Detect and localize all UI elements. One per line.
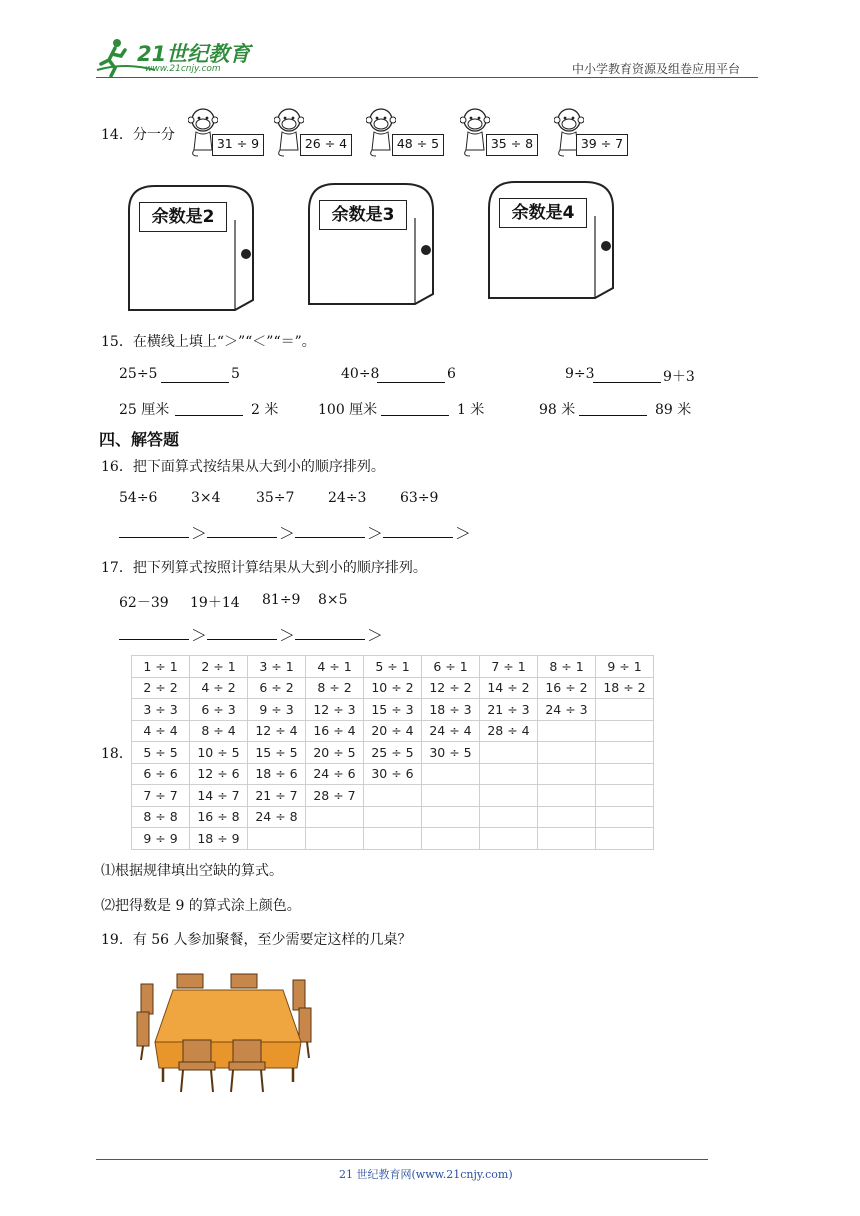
monkey-card-4 [460, 106, 534, 162]
q15-r1-f: 9＋3 [663, 369, 695, 385]
q17-title [101, 557, 427, 577]
table-cell-blank[interactable] [364, 828, 422, 850]
table-cell-blank[interactable] [422, 763, 480, 785]
table-row [132, 677, 654, 699]
q16-expr: 63÷9 [400, 490, 439, 506]
footer-text: 21 世纪教育网(www.21cnjy.com) [339, 1168, 513, 1181]
q15-blank[interactable] [593, 366, 661, 383]
table-cell: 2 ÷ 2 [132, 677, 190, 699]
table-cell: 24 ÷ 6 [306, 763, 364, 785]
table-cell: 15 ÷ 5 [248, 742, 306, 764]
q15-blank[interactable] [377, 366, 445, 383]
q19-number: 19． [101, 932, 133, 948]
table-cell: 12 ÷ 4 [248, 720, 306, 742]
table-cell-blank[interactable] [538, 806, 596, 828]
table-cell-blank[interactable] [306, 806, 364, 828]
monkey-card-5 [554, 106, 624, 162]
q17-gt: ＞ [279, 626, 296, 645]
table-cell: 9 ÷ 9 [132, 828, 190, 850]
table-cell-blank[interactable] [596, 699, 654, 721]
q15-text: 在横线上填上“＞”“＜”“＝”。 [132, 334, 316, 350]
q18-sub1: ⑴根据规律填出空缺的算式。 [101, 863, 283, 879]
q16-number: 16． [101, 459, 133, 475]
table-cell: 28 ÷ 7 [306, 785, 364, 807]
table-row [132, 699, 654, 721]
q19-title [101, 929, 412, 949]
header-right-text: 中小学教育资源及组卷应用平台 [572, 62, 741, 76]
table-cell: 30 ÷ 6 [364, 763, 422, 785]
q15-r2-c: 100 厘米 [318, 402, 378, 418]
table-cell: 24 ÷ 3 [538, 699, 596, 721]
table-row [132, 720, 654, 742]
footer-rule [96, 1159, 708, 1160]
q16-text: 把下面算式按结果从大到小的顺序排列。 [132, 459, 385, 475]
logo-url-text: www.21cnjy.com [145, 64, 221, 74]
q16-gt: ＞ [191, 524, 208, 543]
table-cell-blank[interactable] [364, 785, 422, 807]
q17-expr: 81÷9 [262, 592, 301, 608]
table-cell: 8 ÷ 2 [306, 677, 364, 699]
table-cell-blank[interactable] [538, 828, 596, 850]
table-cell: 5 ÷ 1 [364, 656, 422, 678]
table-cell: 21 ÷ 7 [248, 785, 306, 807]
bin-shape [125, 180, 260, 315]
q16-gt: ＞ [279, 524, 296, 543]
q16-blank[interactable] [207, 521, 277, 538]
q16-blank[interactable] [295, 521, 365, 538]
table-cell: 25 ÷ 5 [364, 742, 422, 764]
table-cell: 18 ÷ 3 [422, 699, 480, 721]
table-cell: 14 ÷ 2 [480, 677, 538, 699]
card-text-4: 35 ÷ 8 [486, 134, 538, 156]
table-cell: 14 ÷ 7 [190, 785, 248, 807]
q16-gt: ＞ [455, 524, 472, 543]
table-cell-blank[interactable] [480, 742, 538, 764]
q19-text: 有 56 人参加聚餐，至少需要定这样的几桌？ [132, 932, 412, 948]
bin-3-label: 余数是4 [499, 198, 587, 228]
monkey-card-3 [366, 106, 440, 162]
q16-expr: 35÷7 [256, 490, 295, 506]
table-cell-blank[interactable] [538, 720, 596, 742]
table-cell-blank[interactable] [480, 763, 538, 785]
table-cell: 18 ÷ 9 [190, 828, 248, 850]
q17-blank[interactable] [207, 623, 277, 640]
bin-1-label: 余数是2 [139, 202, 227, 232]
q18-number: 18． [101, 746, 133, 762]
q17-text: 把下列算式按照计算结果从大到小的顺序排列。 [132, 560, 427, 576]
q15-r2-a: 25 厘米 [119, 402, 170, 418]
q14-title [101, 124, 175, 144]
q16-answer-line [119, 521, 519, 543]
q17-gt: ＞ [367, 626, 384, 645]
q17-blank[interactable] [119, 623, 189, 640]
table-cell-blank[interactable] [538, 763, 596, 785]
q17-expr: 62－39 [119, 595, 169, 611]
table-cell: 16 ÷ 2 [538, 677, 596, 699]
q16-blank[interactable] [383, 521, 453, 538]
table-cell: 24 ÷ 4 [422, 720, 480, 742]
card-text-5: 39 ÷ 7 [576, 134, 628, 156]
table-cell: 12 ÷ 3 [306, 699, 364, 721]
table-cell-blank[interactable] [480, 806, 538, 828]
table-cell: 1 ÷ 1 [132, 656, 190, 678]
table-cell: 4 ÷ 2 [190, 677, 248, 699]
table-cell-blank[interactable] [306, 828, 364, 850]
table-cell: 6 ÷ 3 [190, 699, 248, 721]
q15-blank[interactable] [381, 399, 449, 416]
q16-gt: ＞ [367, 524, 384, 543]
q16-expr: 3×4 [191, 490, 221, 506]
table-cell-blank[interactable] [596, 806, 654, 828]
card-text-1: 31 ÷ 9 [212, 134, 264, 156]
table-cell: 8 ÷ 8 [132, 806, 190, 828]
table-cell-blank[interactable] [596, 828, 654, 850]
table-cell: 16 ÷ 8 [190, 806, 248, 828]
table-cell: 6 ÷ 6 [132, 763, 190, 785]
table-cell-blank[interactable] [248, 828, 306, 850]
table-cell: 28 ÷ 4 [480, 720, 538, 742]
q15-r2-f: 89 米 [655, 402, 692, 418]
table-cell: 9 ÷ 3 [248, 699, 306, 721]
q17-expr: 19＋14 [190, 595, 240, 611]
table-cell: 7 ÷ 7 [132, 785, 190, 807]
q15-r1-b: 5 [231, 366, 240, 382]
q15-blank[interactable] [161, 366, 229, 383]
q15-r1-c: 40÷8 [341, 366, 380, 382]
logo-main-text: 21世纪教育 [137, 42, 251, 66]
section-title: 四、解答题 [99, 430, 180, 449]
q15-r2-d: 1 米 [457, 402, 485, 418]
table-cell-blank[interactable] [364, 806, 422, 828]
q15-number: 15． [101, 334, 133, 350]
table-cell-blank[interactable] [422, 806, 480, 828]
table-row [132, 763, 654, 785]
table-chairs-icon [133, 970, 318, 1095]
table-cell: 10 ÷ 5 [190, 742, 248, 764]
q16-title [101, 456, 385, 476]
q16-blank[interactable] [119, 521, 189, 538]
table-cell: 16 ÷ 4 [306, 720, 364, 742]
q18-table-wrap [131, 655, 654, 850]
table-cell: 18 ÷ 6 [248, 763, 306, 785]
card-text-2: 26 ÷ 4 [300, 134, 352, 156]
q17-answer-line [119, 623, 519, 645]
table-cell: 20 ÷ 4 [364, 720, 422, 742]
q16-expr: 24÷3 [328, 490, 367, 506]
q15-r2-e: 98 米 [539, 402, 576, 418]
bin-2 [305, 180, 440, 315]
table-cell-blank[interactable] [422, 785, 480, 807]
q15-blank[interactable] [579, 399, 647, 416]
table-cell: 20 ÷ 5 [306, 742, 364, 764]
table-cell-blank[interactable] [596, 720, 654, 742]
card-text-3: 48 ÷ 5 [392, 134, 444, 156]
monkey-card-2 [274, 106, 348, 162]
table-cell-blank[interactable] [596, 742, 654, 764]
q17-expr: 8×5 [318, 592, 348, 608]
table-cell: 8 ÷ 1 [538, 656, 596, 678]
table-cell: 3 ÷ 1 [248, 656, 306, 678]
table-cell: 10 ÷ 2 [364, 677, 422, 699]
q18-sub2: ⑵把得数是 9 的算式涂上颜色。 [101, 898, 301, 914]
table-cell: 3 ÷ 3 [132, 699, 190, 721]
logo [95, 34, 255, 78]
q17-number: 17． [101, 560, 133, 576]
q17-exprs [119, 592, 519, 612]
table-cell: 9 ÷ 1 [596, 656, 654, 678]
q15-r2-b: 2 米 [251, 402, 279, 418]
bin-1 [125, 180, 260, 315]
table-cell-blank[interactable] [596, 763, 654, 785]
q15-r1-e: 9÷3 [565, 366, 595, 382]
q15-row2 [119, 399, 719, 419]
q15-blank[interactable] [175, 399, 243, 416]
dining-table-illustration [133, 970, 318, 1095]
table-cell: 30 ÷ 5 [422, 742, 480, 764]
table-row [132, 656, 654, 678]
table-cell: 6 ÷ 2 [248, 677, 306, 699]
table-cell: 8 ÷ 4 [190, 720, 248, 742]
table-cell: 6 ÷ 1 [422, 656, 480, 678]
q17-blank[interactable] [295, 623, 365, 640]
table-cell: 15 ÷ 3 [364, 699, 422, 721]
q14-text: 分一分 [132, 127, 175, 143]
table-cell: 2 ÷ 1 [190, 656, 248, 678]
table-row [132, 785, 654, 807]
table-cell: 18 ÷ 2 [596, 677, 654, 699]
bin-3 [485, 180, 620, 315]
q15-r1-d: 6 [447, 366, 456, 382]
table-cell: 24 ÷ 8 [248, 806, 306, 828]
table-cell-blank[interactable] [538, 785, 596, 807]
table-cell-blank[interactable] [422, 828, 480, 850]
table-cell-blank[interactable] [596, 785, 654, 807]
table-cell: 5 ÷ 5 [132, 742, 190, 764]
table-cell: 21 ÷ 3 [480, 699, 538, 721]
table-cell: 12 ÷ 2 [422, 677, 480, 699]
table-cell-blank[interactable] [538, 742, 596, 764]
table-cell: 4 ÷ 1 [306, 656, 364, 678]
q16-expr: 54÷6 [119, 490, 158, 506]
header-rule [96, 77, 758, 78]
table-cell: 7 ÷ 1 [480, 656, 538, 678]
division-table [131, 655, 654, 850]
table-row [132, 828, 654, 850]
q14-number: 14． [101, 127, 133, 143]
q17-gt: ＞ [191, 626, 208, 645]
monkey-card-1 [188, 106, 260, 162]
q15-r1-a: 25÷5 [119, 366, 158, 382]
q15-row1 [119, 366, 719, 386]
table-cell: 4 ÷ 4 [132, 720, 190, 742]
q15-title [101, 331, 316, 351]
table-row [132, 742, 654, 764]
q16-exprs [119, 490, 519, 510]
table-row [132, 806, 654, 828]
table-cell-blank[interactable] [480, 828, 538, 850]
table-cell: 12 ÷ 6 [190, 763, 248, 785]
bin-2-label: 余数是3 [319, 200, 407, 230]
table-cell-blank[interactable] [480, 785, 538, 807]
